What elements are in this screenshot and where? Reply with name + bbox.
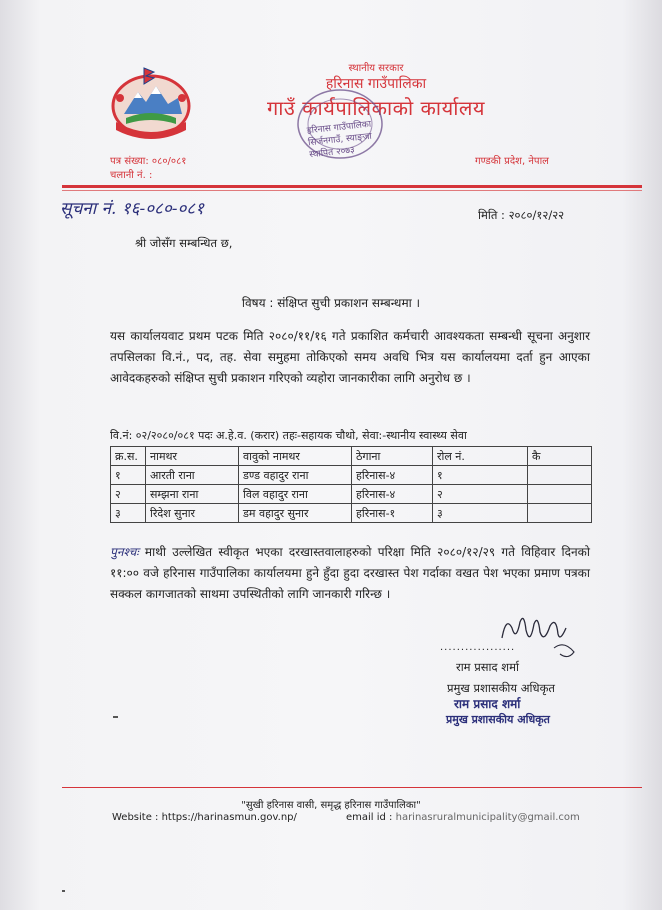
footer-slogan: "सुखी हरिनास वासी, समृद्ध हरिनास गाउँपालिका" — [241, 800, 421, 811]
subject-line: विषय : संक्षिप्त सुची प्रकाशन सम्बन्धमा । — [241, 296, 421, 310]
letter-date: मिति : २०८०/१२/२२ — [478, 208, 565, 222]
table-cell: २ — [433, 485, 528, 504]
applicant-table — [110, 446, 592, 523]
stamp-line-1: हरिनास गाउँपालिका — [306, 119, 372, 137]
table-row — [111, 504, 592, 523]
table-cell: १ — [433, 466, 528, 485]
table-cell — [528, 466, 592, 485]
table-cell — [528, 504, 592, 523]
table-cell: डम वहादुर सुनार — [239, 504, 352, 523]
table-cell: डण्ड वहादुर राना — [239, 466, 352, 485]
header-divider-thin — [62, 190, 642, 191]
table-cell: आरती राना — [146, 466, 239, 485]
table-row — [111, 466, 592, 485]
header-local-government: स्थानीय सरकार — [348, 63, 404, 74]
website-link[interactable]: Website : https://harinasmun.gov.np/ — [112, 812, 297, 823]
table-cell: १ — [111, 466, 146, 485]
signatory-title: प्रमुख प्रशासकीय अधिकृत — [447, 681, 555, 695]
table-cell: रिदेश सुनार — [146, 504, 239, 523]
table-cell: हरिनास-१ — [352, 504, 433, 523]
table-cell: ३ — [433, 504, 528, 523]
dispatch-number: चलानी नं. : — [110, 170, 153, 181]
table-cell: हरिनास-४ — [352, 485, 433, 504]
letter-number: पत्र संख्या: ०८०/०८१ — [110, 156, 187, 167]
header-municipality-name: हरिनास गाउँपालिका — [325, 76, 427, 92]
nepal-emblem-icon — [106, 62, 196, 142]
email-value[interactable]: harinasruralmunicipality@gmail.com — [395, 812, 580, 823]
addressee: श्री जोसँग सम्बन्धित छ, — [135, 236, 233, 250]
table-cell: विल वहादुर राना — [239, 485, 352, 504]
table-cell: २ — [111, 485, 146, 504]
table-header-cell: वावुको नामथर — [239, 447, 352, 466]
table-header-cell: रोल नं. — [433, 447, 528, 466]
table-cell: ३ — [111, 504, 146, 523]
stray-mark — [62, 890, 65, 892]
stray-mark — [113, 716, 118, 718]
signatory-stamp-title: प्रमुख प्रशासकीय अधिकृत — [446, 713, 550, 726]
table-header-cell: ठेगाना — [352, 447, 433, 466]
handwritten-signature — [494, 608, 584, 664]
table-row — [111, 485, 592, 504]
postscript-text: माथी उल्लेखित स्वीकृत भएका दरखास्तवालाहरुको परिक्षा मिति २०८०/१२/२९ गते विहिवार दिनको ११:०० वजे हरिनास गाउँपालिका कार्यालयमा हुने हुँदा हुदा दरखास्त पेश गर्दाका वखत पेश भएका प्रमाण पत्रका सक्कल कागजातको साथमा उपस्थितीको लागि जानकारी गरिन्छ । — [110, 545, 590, 601]
stamp-line-2: सिर्जनगाउँ, स्याङ्जा — [307, 131, 373, 149]
header-divider — [62, 185, 642, 188]
signature-dots: .................. — [440, 642, 516, 653]
signatory-name: राम प्रसाद शर्मा — [456, 660, 519, 674]
body-paragraph-2 — [110, 542, 590, 605]
postscript-lead: पुनश्चः — [110, 545, 139, 559]
table-header-cell: कै — [528, 447, 592, 466]
province-label: गण्डकी प्रदेश, नेपाल — [475, 156, 549, 167]
table-cell: हरिनास-४ — [352, 466, 433, 485]
stamp-text — [306, 119, 374, 162]
body-paragraph-1: यस कार्यालयवाट प्रथम पटक मिति २०८०/११/१६ गते प्रकाशित कर्मचारी आवश्यकता सम्बन्धी सूचना अनुशार तपसिलका वि.नं., पद, तह. सेवा समुहमा तोकिएको समय अवधि भित्र यस कार्यालयमा दर्ता हुन आएका आवेदकहरुको संक्षिप्त सुची प्रकाशन गरिएको व्यहोरा जानकारीका लागि अनुरोध छ । — [110, 329, 590, 385]
notice-number-handwritten: सूचना नं. १६-०८०-०८१ — [60, 199, 204, 219]
table-cell — [528, 485, 592, 504]
table-cell: सम्झना राना — [146, 485, 239, 504]
vacancy-line: वि.नं: ०२/२०८०/०८१ पदः अ.हे.व. (करार) तहः-सहायक चौथो, सेवा:-स्थानीय स्वास्थ्य सेवा — [110, 429, 467, 442]
table-header-cell: नामथर — [146, 447, 239, 466]
signatory-stamp-name: राम प्रसाद शर्मा — [454, 697, 521, 711]
email-address[interactable] — [346, 812, 580, 823]
email-label: email id : — [346, 812, 396, 823]
footer-divider — [62, 787, 642, 788]
header-office-name: गाउँ कार्यपालिकाको कार्यालय — [266, 96, 486, 120]
table-header-cell: क्र.स. — [111, 447, 146, 466]
table-header-row — [111, 447, 592, 466]
stamp-line-3: स्थापित २०७३ — [308, 145, 356, 161]
